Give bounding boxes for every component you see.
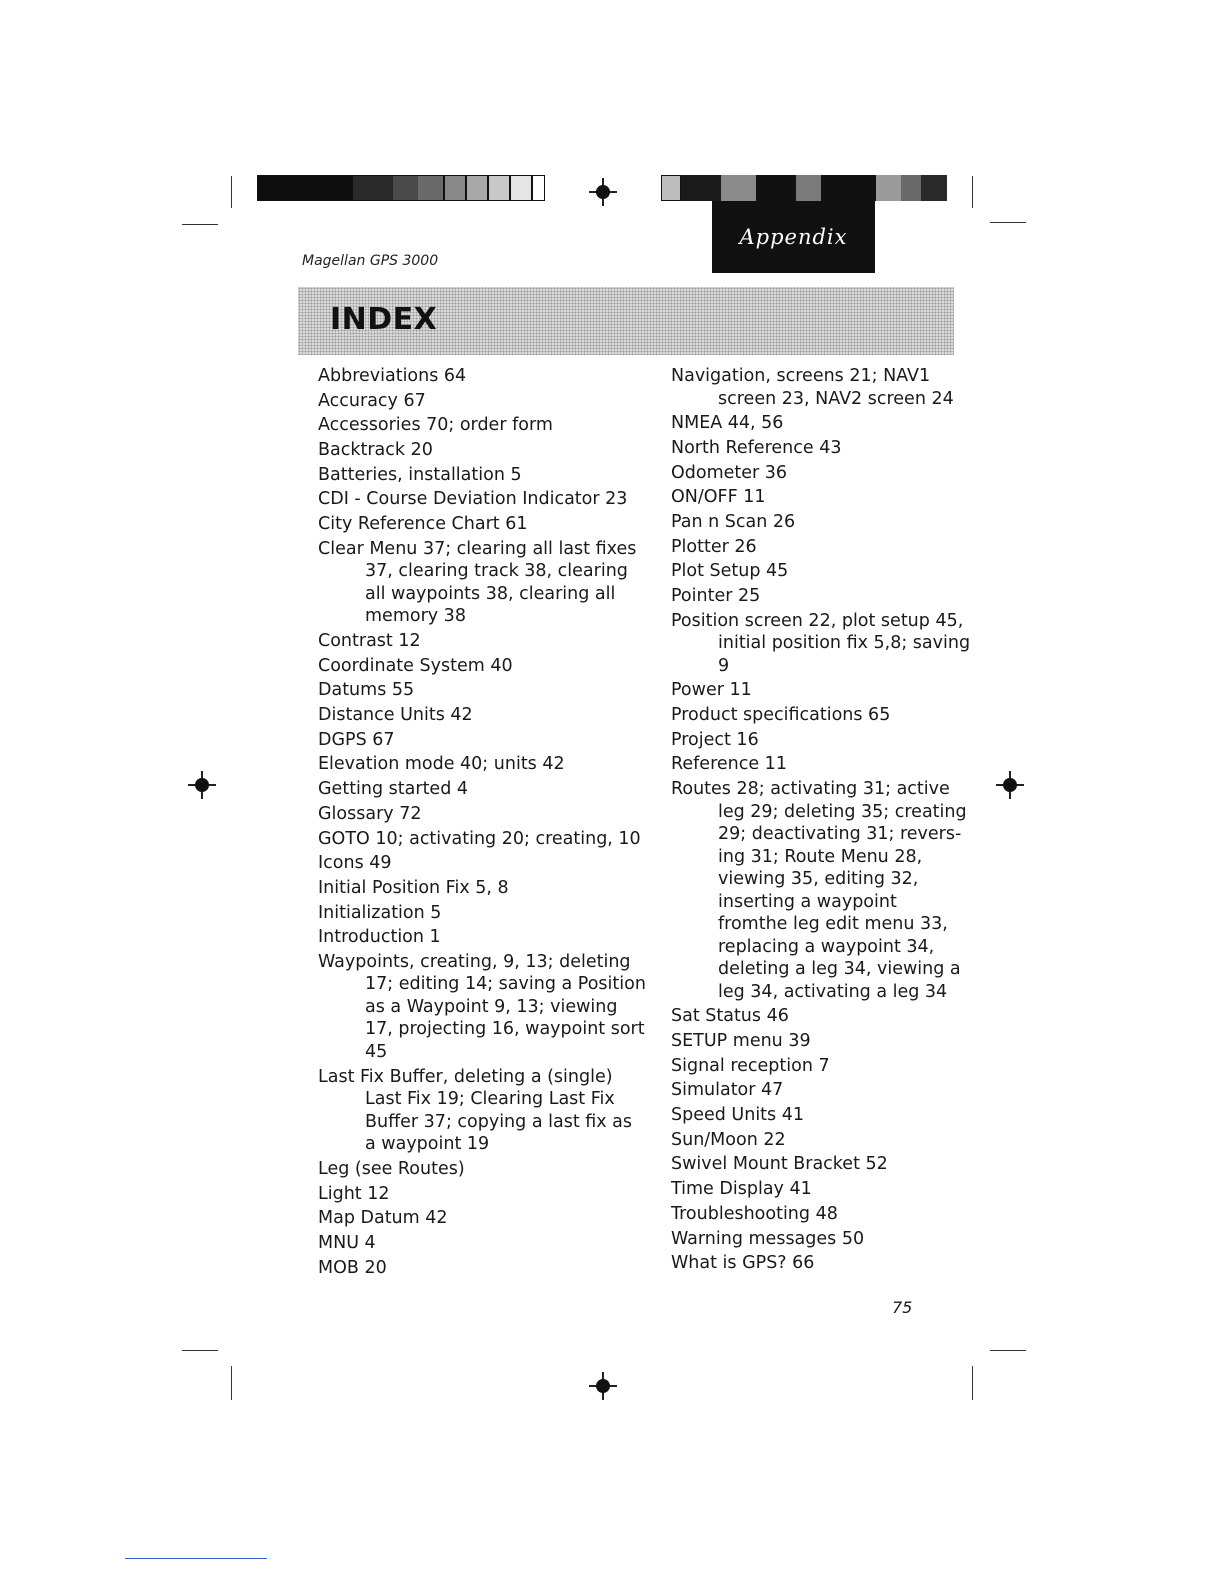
crop-mark [231, 176, 232, 208]
index-entry: Initialization 5 [318, 902, 442, 923]
index-entry: CDI - Course Deviation Indicator 23 [318, 489, 628, 510]
index-entry: Contrast 12 [318, 631, 421, 651]
index-column-left [318, 365, 648, 1281]
running-head: Magellan GPS 3000 [302, 253, 439, 269]
index-entry: Reference 11 [671, 754, 787, 775]
index-entry: Position screen 22, plot setup 45, initial position fix 5,8; saving 9 [671, 610, 971, 676]
crop-mark [182, 1350, 218, 1351]
index-entry: Glossary 72 [318, 803, 422, 824]
index-entry: Project 16 [671, 729, 759, 750]
color-bar-right [661, 175, 947, 201]
index-entry: Elevation mode 40; units 42 [318, 754, 565, 775]
crop-mark [972, 176, 973, 208]
index-entry: Getting started 4 [318, 779, 469, 800]
index-entry: City Reference Chart 61 [318, 514, 528, 535]
index-entry: What is GPS? 66 [671, 1253, 815, 1274]
index-entry: Icons 49 [318, 853, 392, 874]
index-entry: Simulator 47 [671, 1080, 784, 1101]
index-entry: Plotter 26 [671, 536, 757, 557]
crop-mark [972, 1366, 973, 1400]
color-bar-left [257, 175, 545, 201]
registration-mark-icon [188, 771, 216, 799]
index-entry: Pointer 25 [671, 586, 761, 606]
crop-mark [990, 1350, 1026, 1351]
crop-mark [231, 1366, 232, 1400]
index-entry: ON/OFF 11 [671, 487, 766, 508]
index-entry: Swivel Mount Bracket 52 [671, 1154, 888, 1175]
index-entry: Time Display 41 [671, 1179, 812, 1200]
registration-mark-icon [996, 771, 1024, 799]
index-entry: Pan n Scan 26 [671, 511, 796, 532]
index-entry: DGPS 67 [318, 729, 395, 750]
index-entry: Sat Status 46 [671, 1006, 789, 1027]
index-entry: Abbreviations 64 [318, 366, 467, 386]
index-entry: Light 12 [318, 1183, 390, 1204]
index-entry: NMEA 44, 56 [671, 413, 784, 434]
index-entry: Accuracy 67 [318, 390, 426, 411]
index-entry: Warning messages 50 [671, 1228, 865, 1249]
page-number: 75 [892, 1298, 913, 1317]
index-entry: Datums 55 [318, 680, 415, 701]
index-entry: Sun/Moon 22 [671, 1129, 786, 1150]
index-entry: Odometer 36 [671, 462, 788, 483]
section-tab [712, 201, 875, 273]
index-entry: Coordinate System 40 [318, 655, 513, 676]
index-entry: MOB 20 [318, 1257, 387, 1278]
index-entry: Power 11 [671, 680, 752, 701]
index-entry: Waypoints, creating, 9, 13; deleting 17; editing 14; saving a Position as a Waypoint 9, 13; viewing 17, projecting 16, waypoint sort 45 [318, 951, 646, 1062]
index-entry: MNU 4 [318, 1232, 376, 1253]
index-entry: Backtrack 20 [318, 440, 433, 461]
index-entry: Plot Setup 45 [671, 561, 789, 582]
index-column-right [671, 365, 971, 1277]
crop-mark [182, 224, 218, 225]
index-entry: SETUP menu 39 [671, 1031, 811, 1051]
crop-mark [990, 222, 1026, 223]
index-entry: Accessories 70; order form [318, 415, 553, 436]
index-entry: Introduction 1 [318, 927, 441, 948]
index-entry: Troubleshooting 48 [671, 1203, 838, 1224]
index-entry: Distance Units 42 [318, 705, 473, 726]
footer-rule [125, 1558, 267, 1559]
index-entry: Signal reception 7 [671, 1055, 830, 1076]
index-entry: Batteries, installation 5 [318, 464, 522, 485]
section-tab-label: Appendix [739, 225, 848, 249]
index-entry: GOTO 10; activating 20; creating, 10 [318, 828, 641, 849]
index-entry: Routes 28; activating 31; active leg 29; deleting 35; creating 29; deactivating 31; revers- ing 31; Route Menu 28, viewing 35, editing 32, inserting a waypoint fromthe leg edit menu 33, replacing a waypoint 34, deleting a leg 34, viewing a leg 34, activating a leg 34 [671, 779, 967, 1002]
index-entry: Speed Units 41 [671, 1105, 804, 1126]
index-entry: Map Datum 42 [318, 1208, 448, 1229]
index-entry: North Reference 43 [671, 437, 842, 458]
index-entry: Last Fix Buffer, deleting a (single) Last Fix 19; Clearing Last Fix Buffer 37; copying a last fix as a waypoint 19 [318, 1066, 633, 1155]
index-entry: Clear Menu 37; clearing all last fixes 37, clearing track 38, clearing all waypoints 38, clearing all memory 38 [318, 538, 637, 627]
index-entry: Initial Position Fix 5, 8 [318, 877, 509, 898]
page-title: INDEX [330, 302, 438, 337]
index-entry: Navigation, screens 21; NAV1 screen 23, NAV2 screen 24 [671, 366, 954, 409]
index-entry: Leg (see Routes) [318, 1158, 465, 1179]
registration-mark-icon [589, 178, 617, 206]
registration-mark-icon [589, 1372, 617, 1400]
index-entry: Product specifications 65 [671, 705, 891, 726]
